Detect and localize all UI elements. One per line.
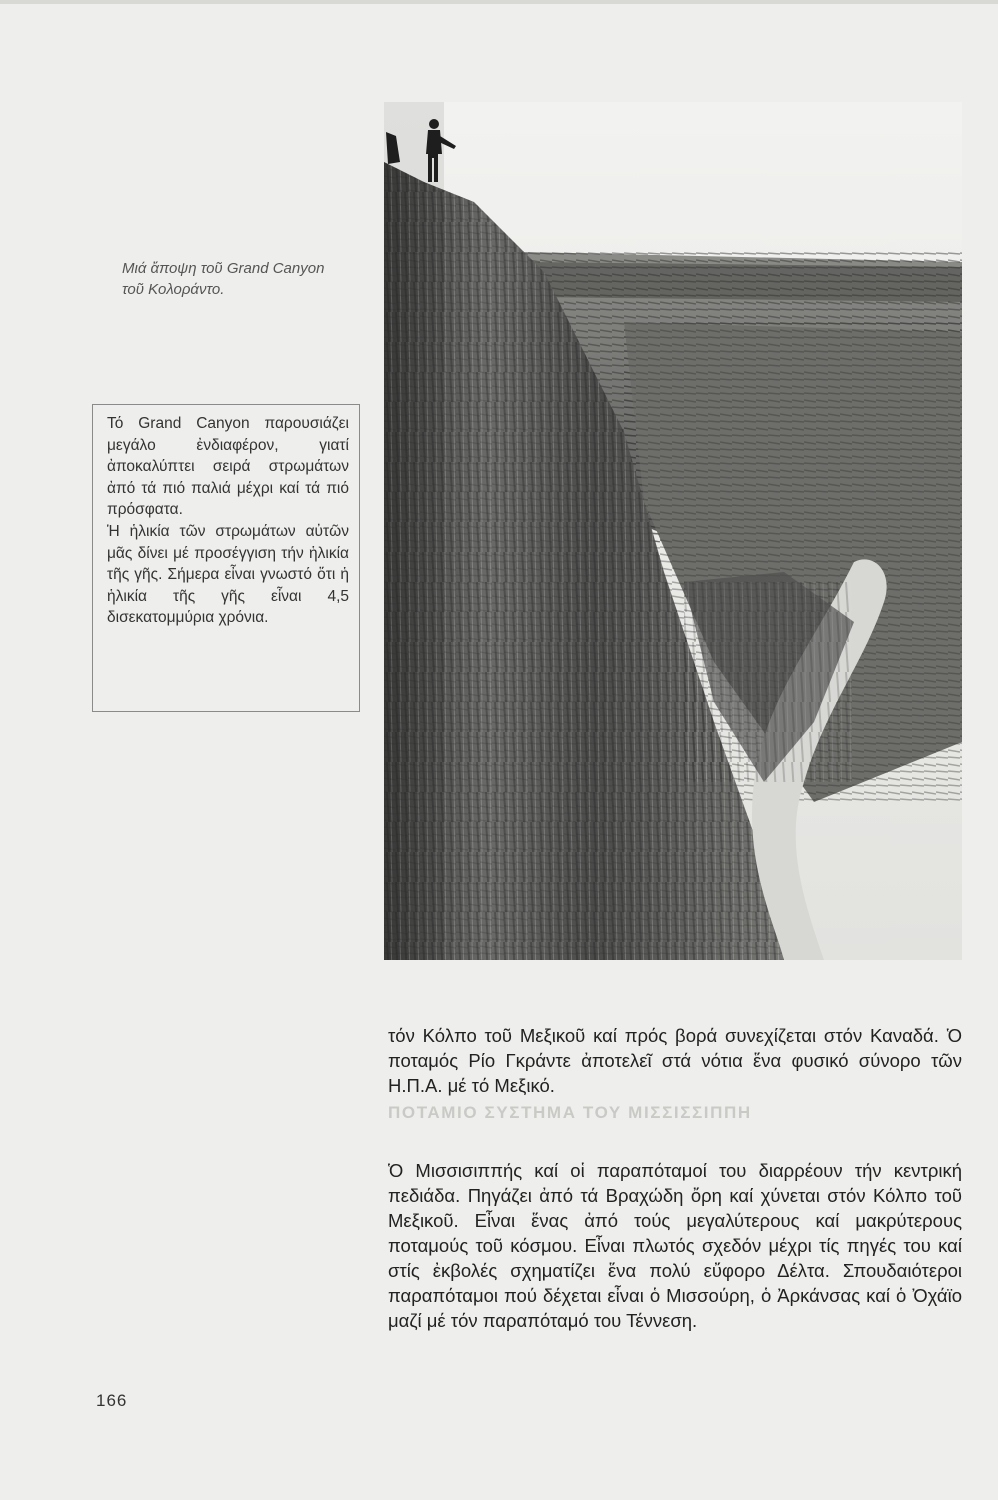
- body-paragraph-1: [388, 1023, 962, 1098]
- page-edge: [0, 0, 998, 4]
- info-box: [92, 404, 360, 712]
- info-box-text-2: Ἡ ἡλικία τῶν στρωμάτων αὐτῶν μᾶς δίνει μέ προσέγγιση τήν ἡλικία τῆς γῆς. Σήμερα εἶναι γνωστό ὅτι ἡ ἡλικία τῆς γῆς εἶναι 4,5 δισεκατομμύρια χρόνια.: [107, 522, 349, 627]
- body-paragraph-2: [388, 1158, 962, 1333]
- page-number: 166: [96, 1391, 128, 1410]
- caption-line-1: Μιά ἄποψη τοῦ Grand Canyon: [122, 260, 325, 277]
- body-paragraph-1-text: τόν Κόλπο τοῦ Μεξικοῦ καί πρός βορά συνεχίζεται στόν Καναδά. Ὁ ποταμός Ρίο Γκράντε ἀποτελεῖ στά νότια ἕνα φυσικό σύνορο τῶν Η.Π.Α. μέ τό Μεξικό.: [388, 1025, 962, 1096]
- photo-caption: [122, 258, 362, 300]
- info-box-text-1: Τό Grand Canyon παρουσιάζει μεγάλο ἐνδιαφέρον, γιατί ἀποκαλύπτει σειρά στρωμάτων ἀπό τά πιό παλιά μέχρι καί τά πιό πρόσφατα.: [107, 415, 349, 519]
- section-heading: ΠΟΤΑΜΙΟ ΣΥΣΤΗΜΑ ΤΟΥ ΜΙΣΣΙΣΣΙΠΠΗ: [388, 1103, 752, 1122]
- caption-line-2: τοῦ Κολοράντο.: [122, 281, 225, 298]
- grand-canyon-photo: [384, 102, 962, 960]
- body-paragraph-2-text: Ὁ Μισσισιππής καί οἱ παραπόταμοί του διαρρέουν τήν κεντρική πεδιάδα. Πηγάζει ἀπό τά Βραχώδη ὄρη καί χύνεται στόν Κόλπο τοῦ Μεξικοῦ. Εἶναι ἕνας ἀπό τούς μεγαλύτερους καί μακρύτερους ποταμούς τοῦ κόσμου. Εἶναι πλωτός σχεδόν μέχρι τίς πηγές του καί στίς ἐκβολές σχηματίζει ἕνα πολύ εὔφορο Δέλτα. Σπουδαιότεροι παραπόταμοι πού δέχεται εἶναι ὁ Μισσούρη, ὁ Ἀρκάνσας καί ὁ Ὀχάϊο μαζί μέ τόν παραπόταμό του Τέννεση.: [388, 1160, 962, 1331]
